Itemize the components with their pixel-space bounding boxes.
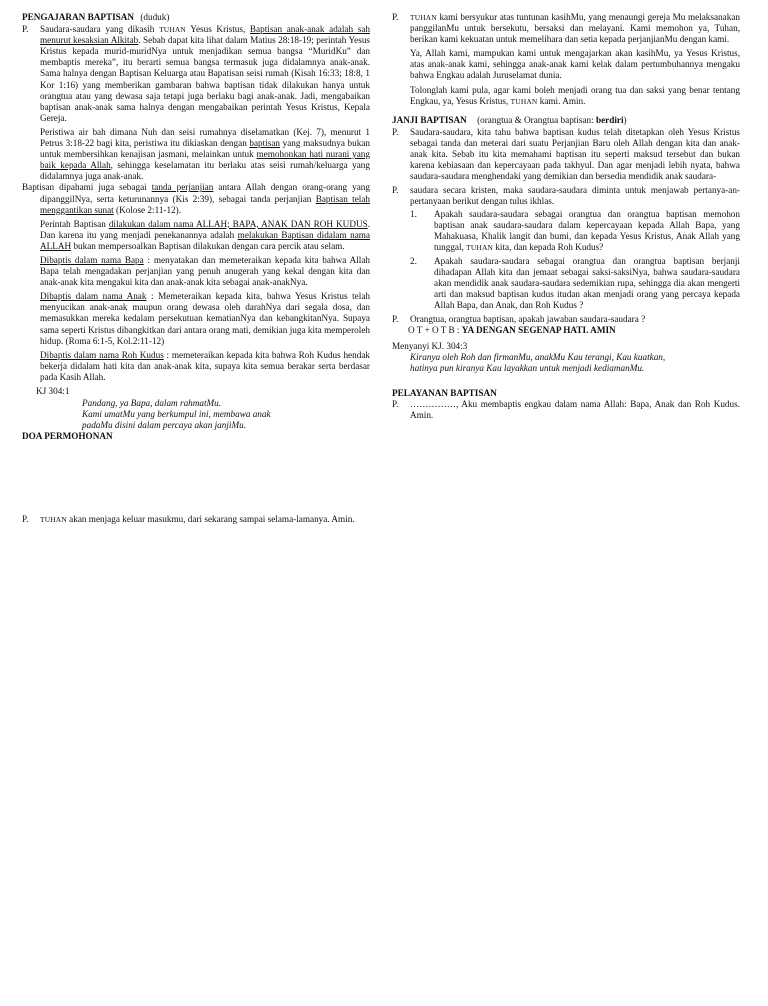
question-number: 2.: [410, 255, 417, 266]
tuhan-smallcaps: TUHAN: [510, 96, 538, 106]
janji-question-parents: [392, 314, 740, 325]
speaker-label: P.: [392, 314, 399, 325]
speaker-label: P.: [392, 398, 399, 409]
prayer-paragraph-3: [392, 85, 740, 107]
text-run: antara Allah dengan orang-orang yang dipanggilNya, serta keturunannya (Kis 2:39), sebagai tanda perjanjian: [40, 182, 370, 204]
left-column: [22, 12, 370, 529]
text-run: (orangtua & Orangtua baptisan:: [477, 114, 596, 125]
underlined-phrase: Baptisan anak-anak adalah sah menurut kesaksian Alkitab: [40, 24, 370, 46]
question-number: 1.: [410, 208, 417, 219]
text-run: (Kolose 2:11-12).: [113, 204, 182, 215]
sing-lines: [392, 352, 740, 374]
text-run: bukan mempersoalkan Baptisan dilakukan dengan cara percik atau selam.: [71, 240, 345, 251]
pelayanan-paragraph: [392, 399, 740, 421]
response-text: YA DENGAN SEGENAP HATI. AMIN: [461, 325, 616, 336]
question-1: [392, 209, 740, 253]
text-run: kita, dan kepada Roh Kudus?: [493, 241, 604, 252]
pengajaran-paragraph-3: [22, 219, 370, 252]
pengajaran-paragraph-bapa: [22, 255, 370, 288]
text-run: Yesus Kristus,: [185, 24, 250, 35]
question-2: [392, 256, 740, 311]
underlined-phrase: tanda perjanjian: [151, 182, 214, 193]
text-run: ……………, Aku membaptis engkau dalam nama Allah: Bapa, Anak dan Roh Kudus. Amin.: [410, 398, 740, 420]
text-run: : Memeteraikan kepada kita, bahwa Yesus Kristus telah menyucikan anak-anak maupun orang dewasa oleh darahNya dari segala dosa, dan memasukkan mereka kedalam persekutuan kematianNya dan kebangkitanNya. Supaya sama seperti Kristus dibangkitkan dari antara orang mati, demikian juga kita memperoleh hidup. (Roma 6:1-5, Kol.2:11-12): [40, 291, 370, 346]
hymn-line: Kiranya oleh Roh dan firmanMu, anakMu Kau terangi, Kau kuatkan,: [410, 351, 666, 362]
underlined-phrase: Dibaptis dalam nama Bapa: [40, 254, 144, 265]
speaker-label: P.: [22, 24, 29, 35]
speaker-label: P.: [392, 12, 399, 22]
underlined-phrase: dilakukan dalam nama ALLAH; BAPA, ANAK DAN ROH KUDUS: [108, 218, 368, 229]
prayer-intro: [392, 12, 740, 45]
underlined-phrase: Dibaptis dalam nama Roh Kudus: [40, 349, 164, 360]
hymn-line: Pandang, ya Bapa, dalam rahmatMu.: [82, 398, 222, 409]
text-run: akan menjaga keluar masukmu, dari sekarang sampai selama-lamanya. Amin.: [66, 514, 355, 525]
hymn-line: padaMu disini dalam percaya akan janjiMu.: [82, 420, 246, 431]
parents-response: [392, 325, 740, 336]
sing-instruction: Menyanyi KJ. 304:3: [392, 340, 468, 351]
janji-paragraph-2: [392, 185, 740, 207]
tuhan-smallcaps: TUHAN: [410, 13, 437, 22]
underlined-phrase: baptisan: [249, 138, 281, 149]
pengajaran-paragraph-2: [22, 127, 370, 216]
text-run: yang maksudnya bukan untuk membersihkan kenajisan jasmani, melainkan untuk: [40, 138, 370, 160]
janji-paragraph-1: [392, 127, 740, 182]
section-title-pelayanan: PELAYANAN BAPTISAN: [392, 387, 497, 398]
text-run: Baptisan dipahami juga sebagai: [22, 182, 152, 193]
text-run: saudara secara kristen, maka saudara-saudara diminta untuk menjawab pertanya-an-pertanyaan berikut dengan tulus ikhlas.: [410, 185, 740, 207]
prayer-paragraph-2: Ya, Allah kami, mampukan kami untuk mengajarkan akan kasihMu, ya Yesus Kristus, atas anak-anak kami, sehingga anak-anak kami kelak dalam pertumbuhannya mengaku bahwa Engkau adalah Juruselamat dunia.: [410, 48, 740, 81]
pengajaran-heading: PENGAJARAN BAPTISAN: [22, 12, 135, 22]
section-title-doa: DOA PERMOHONAN: [22, 431, 113, 442]
speaker-label: P.: [392, 126, 399, 137]
hymn-line: hatinya pun kiranya Kau layakkan untuk menjadi kediamanMu.: [410, 362, 645, 373]
hymn-line: Kami umatMu yang berkumpul ini, membawa anak: [82, 409, 271, 420]
underlined-phrase: memohonkan hati nurani yang baik kepada Allah: [40, 149, 370, 171]
text-run: Perintah Baptisan: [40, 218, 109, 229]
kj-reference: KJ 304:1: [36, 386, 70, 396]
pengajaran-paragraph-1: [22, 24, 370, 124]
text-run: : memeteraikan kepada kita bahwa Roh Kudus hendak bekerja didalam hati kita dan anak-anak kita, supaya kita semua berakar serta berdasar pada Kasih Allah.: [40, 349, 370, 382]
text-run: Tolonglah kami pula, agar kami boleh menjadi orang tua dan saksi yang benar tentang Engkau, ya, Yesus Kristus,: [410, 84, 740, 106]
janji-note: [477, 115, 627, 125]
pengajaran-note: (duduk): [140, 12, 170, 22]
text-run: . Sebab dapat kita lihat dalam Matius 28:18-19; perintah Yesus Kristus kepada murid-muridNya untuk menjadikan semua bangsa “MuridKu” dan membaptis mereka”, itu berarti semua bangsa termasuk juga didalamnya anak-anak. Sama halnya dengan Baptisan Keluarga atau Bapatisan seisi rumah (Kisah 16:33; 18:8, 1 Kor 1:16) yang memberikan gambaran bahwa baptisan tidak dilakukan hanya untuk orangtua atau yang dewasa saja tetapi juga berlaku bagi anak-anak. Jadi, mengabaikan baptisan anak-anak sama halnya dengan mengabaikan perintah Yesus Kristus, Kepala Gereja.: [40, 35, 371, 123]
janji-heading: JANJI BAPTISAN: [392, 114, 467, 125]
section-title-janji: [392, 115, 740, 126]
speaker-label: P.: [22, 514, 29, 525]
text-run: Saudara-saudara, kita tahu bahwa baptisan kudus telah ditetapkan oleh Yesus Kristus sebagai tanda dan meterai dari suatu Perjanjian Baru oleh Allah dengan kita dan anak-anak kita. Sebab itu kita memahami baptisan itu seperti maksud tersebut dan bukan karena kebiasaan dan kepercayaan pada takhyul. Dan agar menjadi lebih nyata, bahwa saudara-saudara menghendaki yang demikian dan bersedia mendidik anak saudara-: [410, 126, 740, 182]
underlined-phrase: Dibaptis dalam nama Anak: [40, 291, 147, 302]
response-label: O T + O T B :: [408, 325, 462, 336]
text-run: kami. Amin.: [537, 95, 586, 106]
hymn-lines: [22, 398, 370, 431]
text-run: , sehingga keselamatan itu berlaku atas seisi rumah/keluarga yang didalamnya juga anak-anak.: [40, 160, 370, 182]
text-run: Apakah saudara-saudara sebagai orangtua dan orangtua baptisan berjanji dihadapan Allah kita dan jemaat sebagai saksi-saksiNya, bahwa saudara-saudara akan mendidik anak saudara-saudara sedemikian rupa, sehingga dia akan mengerti arti dan maksud baptisan kudus itudan akan menjadi orang yang percaya kepada Allah Bapa, dan Anak, dan Roh Kudus ?: [434, 255, 740, 311]
tuhan-smallcaps: TUHAN: [40, 515, 67, 525]
text-run: Saudara-saudara yang dikasih: [40, 24, 160, 35]
text-run: Apakah saudara-saudara sebagai orangtua dan orangtua baptisan memohon baptisan anak saudara-saudara dalam kepercayaan kepada Allah Bapa, yang Mahakuasa, Khalik langit dan bumi, dan kepada Yesus Kristus, Anak Allah yang tunggal,: [434, 208, 740, 252]
text-run: Peristiwa air bah dimana Nuh dan seisi rumahnya diselamatkan (Kej. 7), menurut 1 Petrus 3:18-22 bagi kita, peristiwa itu dikiaskan dengan: [40, 126, 370, 149]
underlined-phrase: Baptisan telah menggantikan sunat: [40, 193, 371, 215]
text-run: ): [623, 114, 627, 125]
text-run: berdiri: [595, 114, 624, 125]
text-run: Orangtua, orangtua baptisan, apakah jawaban saudara-saudara ?: [410, 314, 646, 325]
speaker-label: P.: [392, 185, 399, 196]
pengajaran-paragraph-roh-kudus: [22, 350, 370, 383]
section-title-pengajaran: [22, 12, 370, 23]
right-column: [392, 12, 740, 424]
text-run: kami bersyukur atas tuntunan kasihMu, yang menaungi gereja Mu melaksanakan panggilanMu untuk bersekutu, bersaksi dan melayani. Kami memohon ya, Tuhan, berikan kami kekuatan untuk memelihara dan setia kepada perjanjianMu dengan kami.: [410, 12, 740, 45]
pengajaran-paragraph-anak: [22, 291, 370, 346]
tuhan-smallcaps: TUHAN: [159, 25, 186, 35]
text-run: . Dan karena itu yang menjadi penekanannya adalah: [40, 218, 370, 240]
underlined-phrase: melakukan Baptisan didalam nama ALLAH: [40, 229, 370, 251]
closing-blessing: [22, 514, 370, 525]
text-run: : menyatakan dan memeteraikan kepada kita bahwa Allah Bapa telah mengadakan perjanjian yang penuh anugerah yang kekal dengan kita dan anak-anak kita mengakui kita dan anak-anak kita sebagai anak-anakNya.: [40, 254, 370, 288]
tuhan-smallcaps: TUHAN: [466, 242, 494, 252]
